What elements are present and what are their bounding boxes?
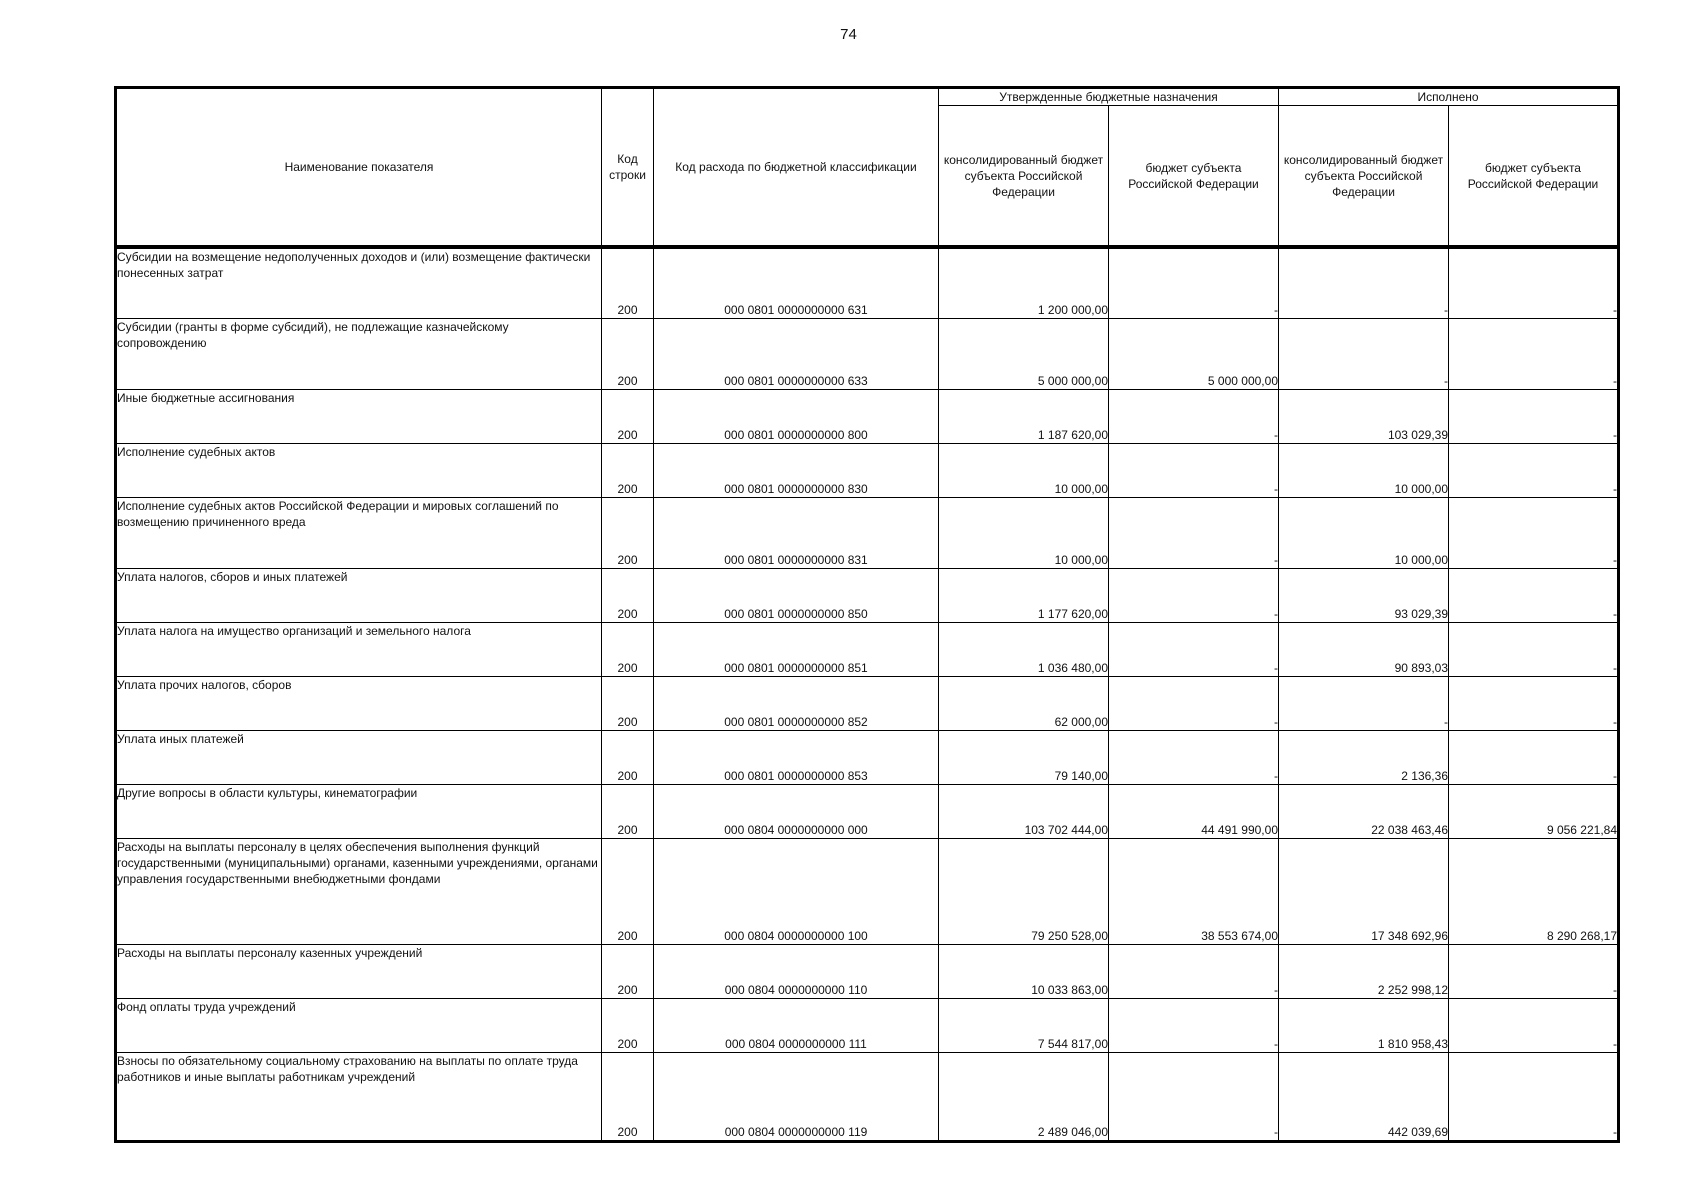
row-name: Субсидии на возмещение недополученных доходов и (или) возмещение фактически понесенных затрат [116,247,602,318]
row-executed-consolidated: - [1279,318,1449,389]
row-code: 200 [602,676,654,730]
row-code: 200 [602,838,654,944]
row-approved-consolidated: 62 000,00 [939,676,1109,730]
row-classification: 000 0804 0000000000 110 [654,944,939,998]
table-row [116,497,1619,568]
row-classification: 000 0801 0000000000 852 [654,676,939,730]
row-approved-subject: - [1109,389,1279,443]
table-row [116,1052,1619,1141]
row-approved-consolidated: 79 140,00 [939,730,1109,784]
table-row [116,784,1619,838]
row-name: Исполнение судебных актов Российской Федерации и мировых соглашений по возмещению причиненного вреда [116,497,602,568]
header-executed-consolidated: консолидированный бюджет субъекта Российской Федерации [1279,106,1449,248]
row-executed-consolidated: 2 252 998,12 [1279,944,1449,998]
row-code: 200 [602,497,654,568]
row-approved-subject: - [1109,443,1279,497]
row-approved-consolidated: 1 177 620,00 [939,568,1109,622]
row-name: Другие вопросы в области культуры, кинематографии [116,784,602,838]
row-executed-subject: - [1449,676,1619,730]
row-code: 200 [602,247,654,318]
table-row [116,676,1619,730]
row-executed-consolidated: - [1279,676,1449,730]
row-classification: 000 0804 0000000000 111 [654,998,939,1052]
table-row [116,568,1619,622]
row-approved-consolidated: 7 544 817,00 [939,998,1109,1052]
row-executed-consolidated: 2 136,36 [1279,730,1449,784]
table-row [116,318,1619,389]
header-code: Код строки [602,88,654,248]
row-approved-subject: 38 553 674,00 [1109,838,1279,944]
row-approved-consolidated: 5 000 000,00 [939,318,1109,389]
row-code: 200 [602,998,654,1052]
header-approved-subject: бюджет субъекта Российской Федерации [1109,106,1279,248]
row-name: Субсидии (гранты в форме субсидий), не подлежащие казначейскому сопровождению [116,318,602,389]
row-executed-consolidated: 10 000,00 [1279,443,1449,497]
row-executed-subject: - [1449,730,1619,784]
row-code: 200 [602,389,654,443]
row-name: Уплата прочих налогов, сборов [116,676,602,730]
row-approved-consolidated: 79 250 528,00 [939,838,1109,944]
table-header [116,88,1619,248]
row-approved-consolidated: 1 200 000,00 [939,247,1109,318]
row-classification: 000 0804 0000000000 119 [654,1052,939,1141]
row-approved-consolidated: 103 702 444,00 [939,784,1109,838]
row-name: Уплата налогов, сборов и иных платежей [116,568,602,622]
row-executed-consolidated: 442 039,69 [1279,1052,1449,1141]
table-row [116,944,1619,998]
row-approved-subject: - [1109,568,1279,622]
table-row [116,998,1619,1052]
table-row [116,622,1619,676]
row-executed-consolidated: 103 029,39 [1279,389,1449,443]
table-row [116,730,1619,784]
header-group-executed: Исполнено [1279,88,1619,106]
row-approved-subject: - [1109,622,1279,676]
row-approved-consolidated: 2 489 046,00 [939,1052,1109,1141]
row-name: Взносы по обязательному социальному страхованию на выплаты по оплате труда работников и иные выплаты работникам учреждений [116,1052,602,1141]
row-approved-consolidated: 10 000,00 [939,497,1109,568]
row-approved-subject: - [1109,497,1279,568]
row-executed-subject: - [1449,998,1619,1052]
row-executed-subject: 9 056 221,84 [1449,784,1619,838]
row-approved-subject: 44 491 990,00 [1109,784,1279,838]
table-row [116,838,1619,944]
row-executed-consolidated: 17 348 692,96 [1279,838,1449,944]
row-executed-consolidated: 93 029,39 [1279,568,1449,622]
row-executed-subject: - [1449,1052,1619,1141]
row-approved-subject: - [1109,247,1279,318]
row-code: 200 [602,730,654,784]
row-executed-consolidated: 10 000,00 [1279,497,1449,568]
row-executed-consolidated: 22 038 463,46 [1279,784,1449,838]
row-classification: 000 0801 0000000000 851 [654,622,939,676]
row-approved-consolidated: 1 036 480,00 [939,622,1109,676]
row-executed-subject: - [1449,944,1619,998]
table-row [116,389,1619,443]
header-approved-consolidated: консолидированный бюджет субъекта Российской Федерации [939,106,1109,248]
row-executed-subject: - [1449,443,1619,497]
header-group-approved: Утвержденные бюджетные назначения [939,88,1279,106]
row-name: Уплата иных платежей [116,730,602,784]
row-code: 200 [602,784,654,838]
row-classification: 000 0801 0000000000 853 [654,730,939,784]
row-executed-subject: - [1449,389,1619,443]
table-row [116,443,1619,497]
row-executed-subject: - [1449,568,1619,622]
row-classification: 000 0801 0000000000 831 [654,497,939,568]
row-executed-consolidated: 1 810 958,43 [1279,998,1449,1052]
row-classification: 000 0804 0000000000 000 [654,784,939,838]
header-name: Наименование показателя [116,88,602,248]
row-approved-consolidated: 10 033 863,00 [939,944,1109,998]
row-executed-subject: - [1449,247,1619,318]
table-body [116,247,1619,1141]
row-approved-subject: 5 000 000,00 [1109,318,1279,389]
row-name: Расходы на выплаты персоналу в целях обеспечения выполнения функций государственными (муниципальными) органами, казенными учреждениями, органами управления государственными внебюджетными фондами [116,838,602,944]
row-executed-consolidated: 90 893,03 [1279,622,1449,676]
row-approved-subject: - [1109,730,1279,784]
budget-table [114,86,1620,1143]
table-row [116,247,1619,318]
row-executed-subject: - [1449,318,1619,389]
row-name: Фонд оплаты труда учреждений [116,998,602,1052]
row-classification: 000 0801 0000000000 633 [654,318,939,389]
row-approved-subject: - [1109,676,1279,730]
row-approved-consolidated: 10 000,00 [939,443,1109,497]
row-approved-subject: - [1109,1052,1279,1141]
row-code: 200 [602,1052,654,1141]
row-approved-subject: - [1109,998,1279,1052]
row-approved-consolidated: 1 187 620,00 [939,389,1109,443]
row-executed-subject: 8 290 268,17 [1449,838,1619,944]
row-executed-consolidated: - [1279,247,1449,318]
row-executed-subject: - [1449,497,1619,568]
row-classification: 000 0801 0000000000 631 [654,247,939,318]
header-classification: Код расхода по бюджетной классификации [654,88,939,248]
row-classification: 000 0801 0000000000 850 [654,568,939,622]
row-classification: 000 0804 0000000000 100 [654,838,939,944]
row-code: 200 [602,318,654,389]
row-name: Расходы на выплаты персоналу казенных учреждений [116,944,602,998]
row-name: Исполнение судебных актов [116,443,602,497]
row-classification: 000 0801 0000000000 800 [654,389,939,443]
row-code: 200 [602,443,654,497]
row-code: 200 [602,568,654,622]
row-approved-subject: - [1109,944,1279,998]
row-executed-subject: - [1449,622,1619,676]
row-code: 200 [602,622,654,676]
page-number: 74 [840,26,857,43]
row-code: 200 [602,944,654,998]
row-name: Иные бюджетные ассигнования [116,389,602,443]
header-executed-subject: бюджет субъекта Российской Федерации [1449,106,1619,248]
row-classification: 000 0801 0000000000 830 [654,443,939,497]
row-name: Уплата налога на имущество организаций и земельного налога [116,622,602,676]
